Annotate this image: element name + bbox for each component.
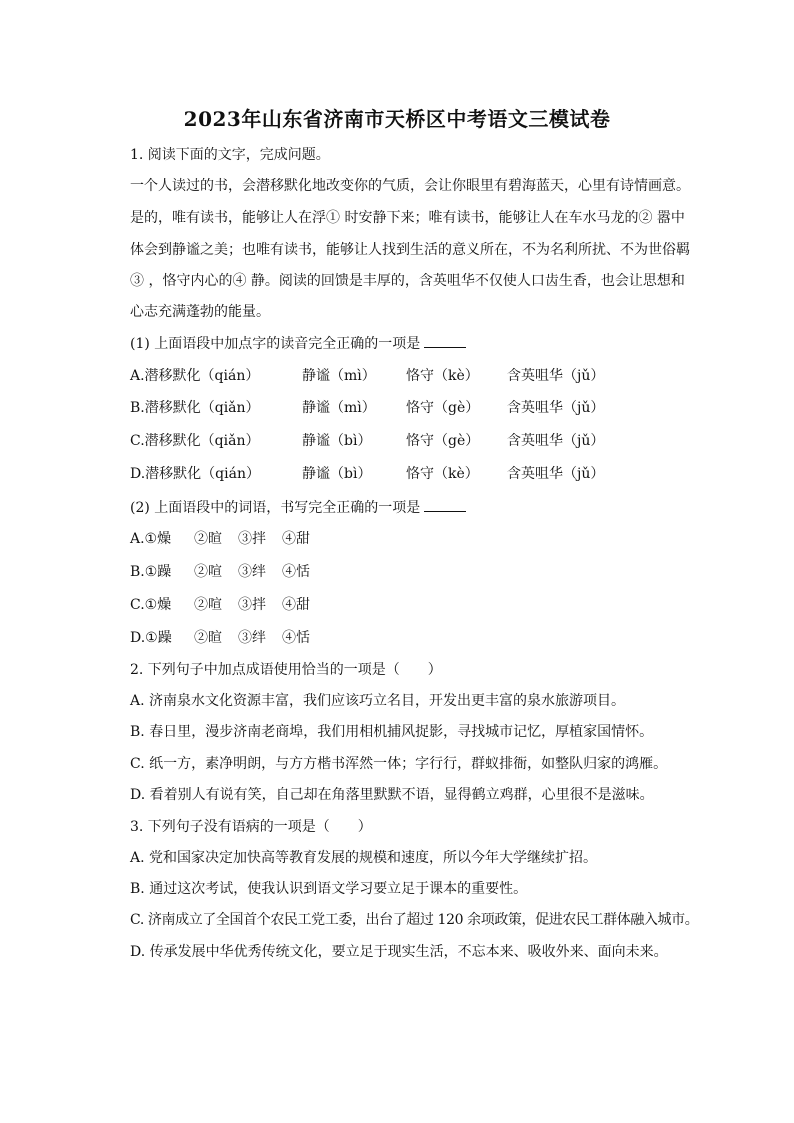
option-col: ②暄 (194, 531, 222, 547)
q3-stem: 3. 下列句子没有语病的一项是（ ） (130, 819, 372, 835)
q1-sub2-stem (130, 497, 700, 518)
option-col: ④甜 (282, 597, 310, 613)
q3-option-c: C. 济南成立了全国首个农民工党工委，出台了超过 120 余项政策，促进农民工群体融入城市。 (130, 912, 699, 928)
option-col: ②喧 (194, 564, 222, 580)
option-col: ④恬 (282, 630, 310, 646)
q1-passage-line: 是的，唯有读书，能够让人在浮① 时安静下来；唯有读书，能够让人在车水马龙的② 嚣中 (130, 210, 685, 226)
q1-passage-line: 心志充满蓬勃的能量。 (130, 304, 270, 320)
q3-option-a: A. 党和国家决定加快高等教育发展的规模和速度，所以今年大学继续扩招。 (130, 850, 598, 866)
option-col: 静谧（mì） (302, 400, 376, 416)
q1-passage-line: 体会到静谧之美；也唯有读书，能够让人找到生活的意义所在，不为名利所扰、不为世俗羁 (130, 242, 690, 258)
option-col: 含英咀华（jǔ） (507, 433, 605, 449)
option-col: 静谧（bì） (302, 466, 372, 482)
q2-option-d: D. 看着别人有说有笑，自己却在角落里默默不语，显得鹤立鸡群，心里很不是滋味。 (130, 787, 654, 803)
q2-stem: 2. 下列句子中加点成语使用恰当的一项是（ ） (130, 662, 442, 678)
exam-title: 2023年山东省济南市天桥区中考语文三模试卷 (183, 107, 611, 131)
q1-sub1-stem-text: (1) 上面语段中加点字的读音完全正确的一项是 (130, 336, 421, 352)
option-col: D.潜移默化（qián） (130, 466, 260, 482)
option-col: ②喧 (194, 597, 222, 613)
option-col: B.潜移默化（qiǎn） (130, 400, 260, 416)
q1-sub2-stem-text: (2) 上面语段中的词语，书写完全正确的一项是 (130, 500, 421, 516)
option-col: 恪守（kè） (406, 466, 479, 482)
option-col: 恪守（kè） (406, 368, 479, 384)
option-col: C.潜移默化（qiǎn） (130, 433, 260, 449)
answer-blank (424, 333, 466, 348)
option-col: 含英咀华（jǔ） (507, 368, 605, 384)
option-col: A.潜移默化（qián） (130, 368, 260, 384)
q1-stem: 1. 阅读下面的文字，完成问题。 (130, 147, 330, 163)
q3-option-b: B. 通过这次考试，使我认识到语文学习要立足于课本的重要性。 (130, 881, 528, 897)
answer-blank (424, 497, 466, 512)
q3-option-d: D. 传承发展中华优秀传统文化，要立足于现实生活，不忘本来、吸收外来、面向未来。 (130, 944, 668, 960)
option-col: 含英咀华（jǔ） (507, 400, 605, 416)
option-col: D.①躁 (130, 630, 172, 646)
option-col: C.①燥 (130, 597, 172, 613)
option-col: ③拌 (238, 597, 266, 613)
option-col: ③拌 (238, 531, 266, 547)
option-col: ②暄 (194, 630, 222, 646)
option-col: ③绊 (238, 564, 266, 580)
option-col: ④恬 (282, 564, 310, 580)
option-col: 恪守（gè） (406, 433, 480, 449)
option-col: 恪守（gè） (406, 400, 480, 416)
q2-option-b: B. 春日里，漫步济南老商埠，我们用相机捕风捉影，寻找城市记忆，厚植家国情怀。 (130, 724, 654, 740)
q2-option-a: A. 济南泉水文化资源丰富，我们应该巧立名目，开发出更丰富的泉水旅游项目。 (130, 693, 626, 709)
option-col: 静谧（bì） (302, 433, 372, 449)
option-col: 含英咀华（jǔ） (507, 466, 605, 482)
option-col: ③绊 (238, 630, 266, 646)
q1-passage-line: ③ ，恪守内心的④ 静。阅读的回馈是丰厚的，含英咀华不仅使人口齿生香，也会让思想和 (130, 273, 685, 289)
option-col: 静谧（mì） (302, 368, 376, 384)
option-col: ④甜 (282, 531, 310, 547)
option-col: A.①燥 (130, 531, 172, 547)
q1-passage-line: 一个人读过的书，会潜移默化地改变你的气质，会让你眼里有碧海蓝天，心里有诗情画意。 (130, 178, 690, 194)
option-col: B.①躁 (130, 564, 172, 580)
q1-sub1-stem (130, 333, 700, 354)
q2-option-c: C. 纸一方，素净明朗，与方方楷书浑然一体；字行行，群蚁排衙，如整队归家的鸿雁。 (130, 756, 668, 772)
